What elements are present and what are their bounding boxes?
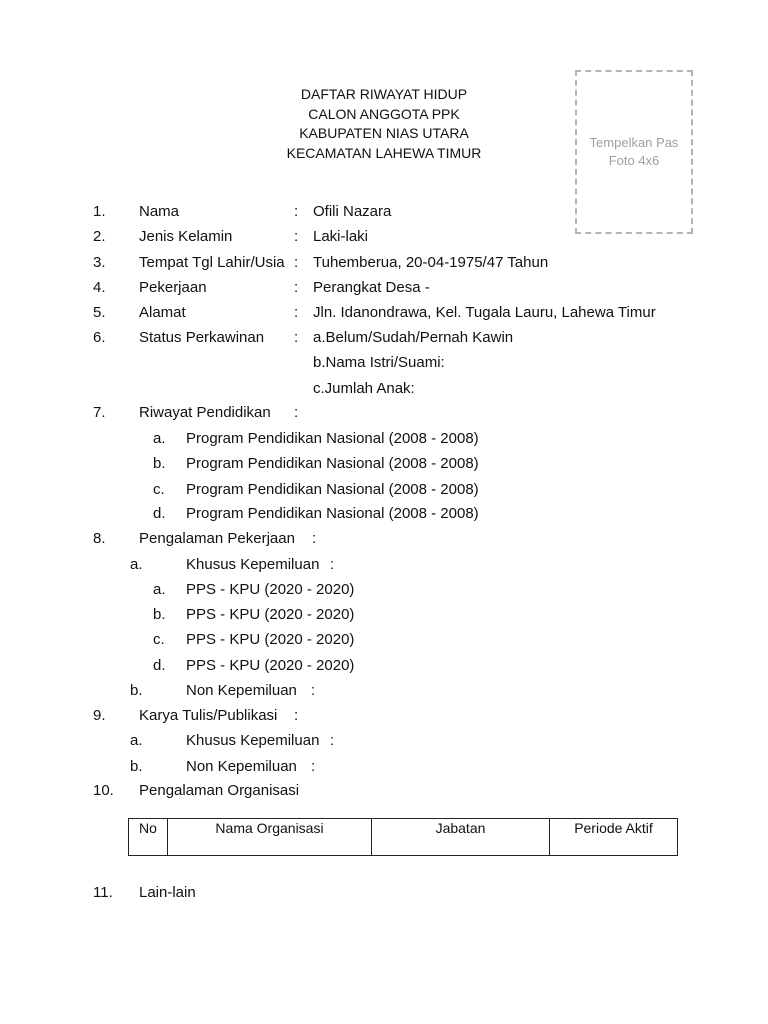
table-header-row (129, 819, 678, 856)
column-header-position: Jabatan (372, 819, 550, 856)
field-value-name: Ofili Nazara (313, 203, 392, 220)
field-sep: : (294, 203, 299, 220)
field-num-2: 2. (93, 228, 106, 245)
field-value-gender: Laki-laki (313, 228, 369, 245)
sub-letter: a. (130, 732, 143, 749)
list-letter: d. (153, 505, 166, 522)
section-num-7: 7. (93, 404, 106, 421)
section-num-10: 10. (93, 782, 114, 799)
field-label-name: Nama (139, 203, 180, 220)
photo-placeholder-line2: Foto 4x6 (608, 153, 660, 168)
field-label-marital: Status Perkawinan (139, 329, 265, 346)
section-sep: : (294, 404, 299, 421)
field-sep: : (294, 228, 299, 245)
sub-label-non-electoral: Non Kepemiluan (186, 758, 297, 775)
field-label-gender: Jenis Kelamin (139, 228, 233, 245)
field-num-4: 4. (93, 279, 106, 296)
list-letter: b. (153, 606, 166, 623)
field-value-marital-b: b.Nama Istri/Suami: (313, 354, 445, 371)
work-item: PPS - KPU (2020 - 2020) (186, 631, 355, 648)
doc-title-line3: KABUPATEN NIAS UTARA (299, 125, 469, 141)
field-label-occupation: Pekerjaan (139, 279, 207, 296)
field-value-marital-c: c.Jumlah Anak: (313, 380, 415, 397)
field-sep: : (294, 329, 299, 346)
sub-label-electoral: Khusus Kepemiluan (186, 732, 320, 749)
sub-sep: : (311, 682, 316, 699)
list-letter: a. (153, 430, 166, 447)
field-sep: : (294, 254, 299, 271)
section-num-8: 8. (93, 530, 106, 547)
column-header-period: Periode Aktif (550, 819, 678, 856)
education-item: Program Pendidikan Nasional (2008 - 2008) (186, 481, 479, 498)
photo-placeholder-line1: Tempelkan Pas (589, 135, 679, 150)
field-value-birth: Tuhemberua, 20-04-1975/47 Tahun (313, 254, 549, 271)
field-num-6: 6. (93, 329, 106, 346)
section-label-organization: Pengalaman Organisasi (139, 782, 300, 799)
work-item: PPS - KPU (2020 - 2020) (186, 606, 355, 623)
field-sep: : (294, 304, 299, 321)
column-header-no: No (129, 819, 168, 856)
sub-label-electoral: Khusus Kepemiluan (186, 556, 320, 573)
section-label-work: Pengalaman Pekerjaan (139, 530, 295, 547)
sub-sep: : (311, 758, 316, 775)
field-num-1: 1. (93, 203, 106, 220)
education-item: Program Pendidikan Nasional (2008 - 2008) (186, 505, 479, 522)
sub-letter: b. (130, 682, 143, 699)
doc-title-line4: KECAMATAN LAHEWA TIMUR (286, 145, 482, 161)
photo-placeholder (575, 70, 693, 234)
section-sep: : (312, 530, 317, 547)
work-item: PPS - KPU (2020 - 2020) (186, 581, 355, 598)
field-value-address: Jln. Idanondrawa, Kel. Tugala Lauru, Lahewa Timur (313, 304, 656, 321)
list-letter: c. (153, 631, 165, 648)
organization-table (128, 818, 678, 856)
doc-title-line2: CALON ANGGOTA PPK (308, 106, 460, 122)
work-item: PPS - KPU (2020 - 2020) (186, 657, 355, 674)
list-letter: b. (153, 455, 166, 472)
section-num-9: 9. (93, 707, 106, 724)
field-value-marital-a: a.Belum/Sudah/Pernah Kawin (313, 329, 514, 346)
field-value-occupation: Perangkat Desa - (313, 279, 430, 296)
section-label-education: Riwayat Pendidikan (139, 404, 271, 421)
sub-letter: b. (130, 758, 143, 775)
list-letter: a. (153, 581, 166, 598)
list-letter: d. (153, 657, 166, 674)
field-num-3: 3. (93, 254, 106, 271)
section-num-11: 11. (93, 884, 113, 901)
education-item: Program Pendidikan Nasional (2008 - 2008) (186, 430, 479, 447)
field-label-address: Alamat (139, 304, 186, 321)
field-label-birth: Tempat Tgl Lahir/Usia (139, 254, 285, 271)
education-item: Program Pendidikan Nasional (2008 - 2008) (186, 455, 479, 472)
sub-label-non-electoral: Non Kepemiluan (186, 682, 297, 699)
sub-letter: a. (130, 556, 143, 573)
list-letter: c. (153, 481, 165, 498)
section-label-other: Lain-lain (139, 884, 196, 901)
doc-title-line1: DAFTAR RIWAYAT HIDUP (300, 86, 468, 102)
sub-sep: : (330, 556, 335, 573)
field-num-5: 5. (93, 304, 106, 321)
section-sep: : (294, 707, 299, 724)
column-header-organization: Nama Organisasi (168, 819, 372, 856)
section-label-writing: Karya Tulis/Publikasi (139, 707, 278, 724)
sub-sep: : (330, 732, 335, 749)
field-sep: : (294, 279, 299, 296)
